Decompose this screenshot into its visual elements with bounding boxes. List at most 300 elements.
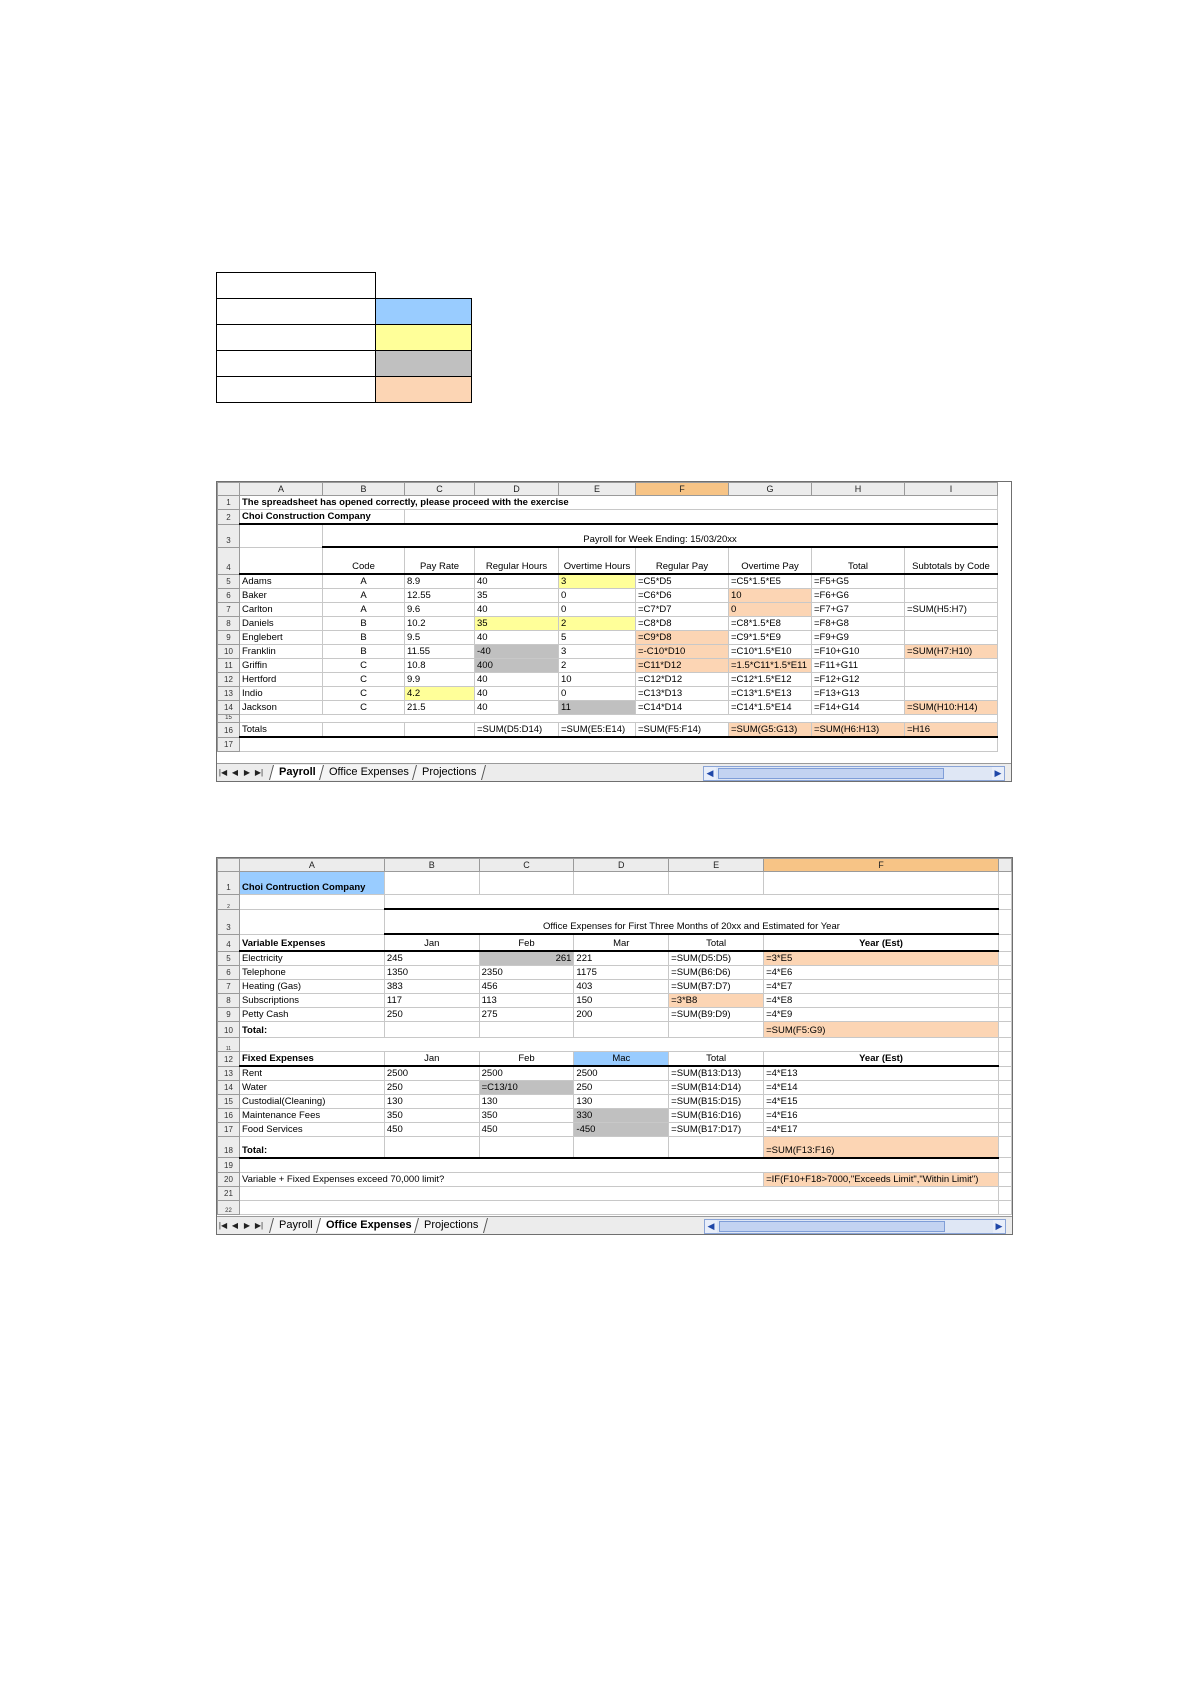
table-cell[interactable]: =H16 — [905, 723, 998, 738]
row-header[interactable]: 7 — [218, 603, 240, 617]
column-header-c[interactable]: C — [405, 483, 475, 496]
table-cell[interactable]: 35 — [475, 617, 559, 631]
tab-office-expenses[interactable]: Office Expenses — [319, 765, 419, 780]
table-cell[interactable]: 4.2 — [405, 687, 475, 701]
table-cell[interactable]: =3*E5 — [764, 951, 999, 966]
table-cell[interactable]: B — [323, 631, 405, 645]
table-cell[interactable]: A — [323, 603, 405, 617]
table-cell[interactable]: C — [323, 659, 405, 673]
row-header[interactable]: 9 — [218, 1008, 240, 1022]
table-cell[interactable]: 2500 — [574, 1066, 669, 1081]
table-cell[interactable] — [240, 524, 323, 547]
row-header[interactable]: 3 — [218, 524, 240, 547]
table-cell[interactable]: 35 — [475, 589, 559, 603]
table-cell[interactable]: 9.9 — [405, 673, 475, 687]
table-cell[interactable] — [479, 1022, 574, 1038]
table-cell[interactable]: Jackson — [240, 701, 323, 715]
header-overtime-pay[interactable]: Overtime Pay — [729, 547, 812, 574]
table-cell[interactable] — [905, 589, 998, 603]
table-cell[interactable]: -40 — [475, 645, 559, 659]
horizontal-scrollbar[interactable] — [703, 766, 1005, 781]
table-row — [218, 1066, 1012, 1081]
table-cell[interactable] — [384, 1137, 479, 1158]
table-cell[interactable]: =F5+G5 — [812, 574, 905, 589]
header-mar[interactable]: Mar — [574, 934, 669, 951]
table-cell[interactable]: 0 — [729, 603, 812, 617]
row-header[interactable]: 16 — [218, 723, 240, 738]
table-cell[interactable]: 40 — [475, 603, 559, 617]
select-all-corner[interactable] — [218, 483, 240, 496]
row-header[interactable]: 2 — [218, 510, 240, 525]
table-cell[interactable]: 117 — [384, 994, 479, 1008]
row-header[interactable]: 2 — [218, 895, 240, 910]
last-sheet-icon[interactable]: ▶| — [254, 768, 264, 777]
table-cell[interactable]: 330 — [574, 1109, 669, 1123]
table-cell[interactable]: 2 — [559, 617, 636, 631]
row-header[interactable]: 19 — [218, 1158, 240, 1173]
table-cell[interactable]: 11.55 — [405, 645, 475, 659]
table-cell[interactable]: Water — [239, 1081, 384, 1095]
table-cell[interactable]: 130 — [479, 1095, 574, 1109]
limit-formula-cell[interactable]: =IF(F10+F18>7000,"Exceeds Limit","Within Limit") — [764, 1172, 999, 1186]
table-cell[interactable]: 21.5 — [405, 701, 475, 715]
table-row — [218, 1137, 1012, 1158]
table-cell[interactable]: 40 — [475, 687, 559, 701]
select-all-corner[interactable] — [218, 859, 240, 872]
table-cell[interactable]: 250 — [574, 1081, 669, 1095]
row-header[interactable]: 14 — [218, 1081, 240, 1095]
table-cell[interactable] — [405, 723, 475, 738]
scroll-right-icon[interactable]: ▶ — [993, 1220, 1005, 1233]
table-cell[interactable]: 40 — [475, 701, 559, 715]
table-cell[interactable]: =SUM(B6:D6) — [669, 966, 764, 980]
table-cell[interactable]: =4*E8 — [764, 994, 999, 1008]
table-cell[interactable]: =C9*1.5*E9 — [729, 631, 812, 645]
cell-a1-company[interactable]: Choi Contruction Company — [239, 872, 384, 895]
table-cell[interactable]: =C10*1.5*E10 — [729, 645, 812, 659]
table-cell[interactable]: Food Services — [239, 1123, 384, 1137]
variable-expenses-heading[interactable]: Variable Expenses — [239, 934, 384, 951]
table-cell[interactable]: 9.6 — [405, 603, 475, 617]
table-cell[interactable]: =C5*1.5*E5 — [729, 574, 812, 589]
table-cell[interactable]: =SUM(B9:D9) — [669, 1008, 764, 1022]
column-header-h[interactable]: H — [812, 483, 905, 496]
table-cell[interactable] — [240, 547, 323, 574]
table-cell[interactable]: C — [323, 687, 405, 701]
table-cell[interactable]: =SUM(H10:H14) — [905, 701, 998, 715]
table-cell[interactable]: 0 — [559, 603, 636, 617]
column-header-d[interactable]: D — [574, 859, 669, 872]
table-row — [218, 510, 998, 525]
table-cell[interactable]: 450 — [479, 1123, 574, 1137]
table-cell[interactable]: 200 — [574, 1008, 669, 1022]
header-subtotals[interactable]: Subtotals by Code — [905, 547, 998, 574]
table-cell[interactable]: 0 — [559, 589, 636, 603]
table-cell[interactable]: Heating (Gas) — [239, 980, 384, 994]
row-header[interactable]: 12 — [218, 1052, 240, 1067]
table-cell[interactable]: =F11+G11 — [812, 659, 905, 673]
table-cell[interactable]: =1.5*C11*1.5*E11 — [729, 659, 812, 673]
table-cell[interactable]: =4*E15 — [764, 1095, 999, 1109]
row-header[interactable]: 10 — [218, 645, 240, 659]
table-cell[interactable] — [905, 631, 998, 645]
row-header[interactable]: 20 — [218, 1172, 240, 1186]
table-cell[interactable] — [239, 895, 384, 910]
table-cell[interactable]: 5 — [559, 631, 636, 645]
table-cell[interactable] — [239, 1158, 998, 1173]
table-cell[interactable]: 12.55 — [405, 589, 475, 603]
table-cell[interactable]: =SUM(B14:D14) — [669, 1081, 764, 1095]
table-cell[interactable]: 0 — [559, 687, 636, 701]
table-cell[interactable] — [384, 1022, 479, 1038]
table-cell[interactable]: 130 — [384, 1095, 479, 1109]
row-header[interactable]: 3 — [218, 909, 240, 934]
table-cell[interactable]: =4*E13 — [764, 1066, 999, 1081]
table-cell[interactable]: Subscriptions — [239, 994, 384, 1008]
table-cell[interactable]: Daniels — [240, 617, 323, 631]
header-feb[interactable]: Feb — [479, 1052, 574, 1067]
table-cell[interactable] — [905, 687, 998, 701]
table-cell[interactable]: 40 — [475, 673, 559, 687]
table-cell[interactable]: 10 — [729, 589, 812, 603]
table-cell[interactable]: 261 — [479, 951, 574, 966]
column-header-f[interactable]: F — [764, 859, 999, 872]
scroll-right-icon[interactable]: ▶ — [992, 767, 1004, 780]
table-cell[interactable]: =F12+G12 — [812, 673, 905, 687]
table-cell[interactable]: =SUM(D5:D14) — [475, 723, 559, 738]
table-cell[interactable]: 2500 — [384, 1066, 479, 1081]
first-sheet-icon[interactable]: |◀ — [218, 1221, 228, 1230]
table-cell[interactable]: =C14*1.5*E14 — [729, 701, 812, 715]
table-cell[interactable]: =C6*D6 — [636, 589, 729, 603]
tab-projections[interactable]: Projections — [412, 765, 486, 780]
table-cell[interactable]: =4*E6 — [764, 966, 999, 980]
table-cell[interactable] — [239, 1200, 998, 1214]
table-cell[interactable]: =C9*D8 — [636, 631, 729, 645]
table-cell[interactable]: 403 — [574, 980, 669, 994]
header-total[interactable]: Total — [669, 1052, 764, 1067]
header-year-est[interactable]: Year (Est) — [764, 934, 999, 951]
table-cell[interactable]: 1175 — [574, 966, 669, 980]
table-cell[interactable]: =F10+G10 — [812, 645, 905, 659]
horizontal-scrollbar[interactable] — [704, 1219, 1006, 1234]
table-cell[interactable]: Baker — [240, 589, 323, 603]
table-cell[interactable]: Electricity — [239, 951, 384, 966]
row-header[interactable]: 8 — [218, 994, 240, 1008]
header-total[interactable]: Total — [669, 934, 764, 951]
table-cell[interactable]: 10.2 — [405, 617, 475, 631]
table-cell[interactable]: 350 — [479, 1109, 574, 1123]
table-cell[interactable]: =C5*D5 — [636, 574, 729, 589]
row-header[interactable]: 11 — [218, 659, 240, 673]
table-cell[interactable]: =SUM(H5:H7) — [905, 603, 998, 617]
table-cell[interactable]: Telephone — [239, 966, 384, 980]
limit-label[interactable]: Variable + Fixed Expenses exceed 70,000 limit? — [239, 1172, 763, 1186]
row-header[interactable]: 16 — [218, 1109, 240, 1123]
row-header[interactable]: 6 — [218, 589, 240, 603]
row-header[interactable]: 13 — [218, 687, 240, 701]
row-header[interactable]: 12 — [218, 673, 240, 687]
column-header-f[interactable]: F — [636, 483, 729, 496]
tab-payroll[interactable]: Payroll — [269, 1218, 323, 1233]
variable-total-label[interactable]: Total: — [239, 1022, 384, 1038]
table-cell[interactable]: =C7*D7 — [636, 603, 729, 617]
row-header[interactable]: 18 — [218, 1137, 240, 1158]
last-sheet-icon[interactable]: ▶| — [254, 1221, 264, 1230]
table-cell[interactable]: 3 — [559, 645, 636, 659]
column-header-a[interactable]: A — [239, 859, 384, 872]
prev-sheet-icon[interactable]: ◀ — [231, 768, 239, 777]
table-cell[interactable]: =4*E17 — [764, 1123, 999, 1137]
scroll-left-icon[interactable]: ◀ — [704, 767, 716, 780]
table-cell[interactable]: 250 — [384, 1081, 479, 1095]
table-cell[interactable]: C — [323, 673, 405, 687]
table-cell[interactable]: Maintenance Fees — [239, 1109, 384, 1123]
table-cell[interactable]: =3*B8 — [669, 994, 764, 1008]
table-cell[interactable]: =C8*1.5*E8 — [729, 617, 812, 631]
table-cell[interactable]: Franklin — [240, 645, 323, 659]
table-cell[interactable]: 2500 — [479, 1066, 574, 1081]
table-cell[interactable]: =SUM(B17:D17) — [669, 1123, 764, 1137]
table-cell[interactable]: =F13+G13 — [812, 687, 905, 701]
table-cell[interactable]: Petty Cash — [239, 1008, 384, 1022]
row-header[interactable]: 9 — [218, 631, 240, 645]
row-header[interactable]: 4 — [218, 934, 240, 951]
tab-payroll[interactable]: Payroll — [269, 765, 326, 780]
table-cell[interactable] — [239, 909, 384, 934]
table-cell[interactable]: =SUM(B16:D16) — [669, 1109, 764, 1123]
header-mac[interactable]: Mac — [574, 1052, 669, 1067]
table-cell[interactable]: =4*E14 — [764, 1081, 999, 1095]
table-cell[interactable]: =SUM(F13:F16) — [764, 1137, 999, 1158]
fixed-total-label[interactable]: Total: — [239, 1137, 384, 1158]
fixed-expenses-heading[interactable]: Fixed Expenses — [239, 1052, 384, 1067]
table-cell[interactable]: 350 — [384, 1109, 479, 1123]
row-header[interactable]: 13 — [218, 1066, 240, 1081]
cell-a2[interactable]: Choi Construction Company — [240, 510, 405, 525]
totals-label[interactable]: Totals — [240, 723, 323, 738]
tab-office-expenses[interactable]: Office Expenses — [316, 1218, 422, 1233]
table-cell[interactable]: =SUM(B13:D13) — [669, 1066, 764, 1081]
table-cell[interactable] — [905, 659, 998, 673]
table-cell[interactable]: B — [323, 645, 405, 659]
table-cell[interactable]: =C12*D12 — [636, 673, 729, 687]
row-header[interactable]: 11 — [218, 1038, 240, 1052]
row-header[interactable]: 8 — [218, 617, 240, 631]
table-cell[interactable]: =SUM(H6:H13) — [812, 723, 905, 738]
row-header[interactable]: 21 — [218, 1186, 240, 1200]
row-header[interactable]: 10 — [218, 1022, 240, 1038]
header-code[interactable]: Code — [323, 547, 405, 574]
column-header-g[interactable]: G — [729, 483, 812, 496]
table-cell[interactable] — [669, 1137, 764, 1158]
column-header-e[interactable]: E — [669, 859, 764, 872]
table-row — [218, 723, 998, 738]
table-cell[interactable] — [574, 872, 669, 895]
table-cell[interactable]: =C13/10 — [479, 1081, 574, 1095]
row-header[interactable]: 4 — [218, 547, 240, 574]
table-cell[interactable]: =C13*1.5*E13 — [729, 687, 812, 701]
next-sheet-icon[interactable]: ▶ — [243, 768, 251, 777]
table-cell[interactable] — [905, 617, 998, 631]
table-cell[interactable]: C — [323, 701, 405, 715]
scrollbar-thumb[interactable] — [718, 768, 944, 779]
header-regular-pay[interactable]: Regular Pay — [636, 547, 729, 574]
table-cell[interactable]: =C12*1.5*E12 — [729, 673, 812, 687]
next-sheet-icon[interactable]: ▶ — [243, 1221, 251, 1230]
table-cell[interactable]: 383 — [384, 980, 479, 994]
table-cell[interactable] — [323, 723, 405, 738]
table-cell[interactable]: 40 — [475, 631, 559, 645]
table-cell[interactable]: Hertford — [240, 673, 323, 687]
table-cell[interactable] — [764, 872, 999, 895]
table-cell[interactable] — [384, 872, 479, 895]
table-cell[interactable]: 40 — [475, 574, 559, 589]
table-cell[interactable]: =4*E7 — [764, 980, 999, 994]
table-cell[interactable]: Griffin — [240, 659, 323, 673]
table-cell[interactable]: 11 — [559, 701, 636, 715]
table-cell[interactable]: =C11*D12 — [636, 659, 729, 673]
table-cell[interactable] — [669, 1022, 764, 1038]
table-cell[interactable]: 2350 — [479, 966, 574, 980]
row-header[interactable]: 22 — [218, 1200, 240, 1214]
table-cell[interactable]: A — [323, 574, 405, 589]
column-header-b[interactable]: B — [384, 859, 479, 872]
table-cell[interactable]: 150 — [574, 994, 669, 1008]
table-cell[interactable] — [405, 510, 998, 525]
scrollbar-thumb[interactable] — [719, 1221, 945, 1232]
table-cell[interactable]: 10.8 — [405, 659, 475, 673]
table-cell[interactable]: =C8*D8 — [636, 617, 729, 631]
row-header[interactable]: 17 — [218, 1123, 240, 1137]
table-cell[interactable]: 8.9 — [405, 574, 475, 589]
table-cell[interactable]: Indio — [240, 687, 323, 701]
column-header-e[interactable]: E — [559, 483, 636, 496]
table-cell[interactable] — [574, 1022, 669, 1038]
table-cell[interactable]: Rent — [239, 1066, 384, 1081]
header-year-est[interactable]: Year (Est) — [764, 1052, 999, 1067]
column-header-i[interactable]: I — [905, 483, 998, 496]
table-cell[interactable]: Adams — [240, 574, 323, 589]
header-pay-rate[interactable]: Pay Rate — [405, 547, 475, 574]
table-cell[interactable]: =SUM(B7:D7) — [669, 980, 764, 994]
table-cell[interactable]: =F14+G14 — [812, 701, 905, 715]
table-cell[interactable]: =SUM(D5:D5) — [669, 951, 764, 966]
table-cell[interactable]: Englebert — [240, 631, 323, 645]
header-regular-hours[interactable]: Regular Hours — [475, 547, 559, 574]
table-cell[interactable]: B — [323, 617, 405, 631]
table-cell[interactable]: =4*E9 — [764, 1008, 999, 1022]
table-cell[interactable]: =C14*D14 — [636, 701, 729, 715]
table-cell[interactable] — [905, 673, 998, 687]
table-cell[interactable]: 450 — [384, 1123, 479, 1137]
table-cell[interactable]: 113 — [479, 994, 574, 1008]
table-cell[interactable] — [669, 872, 764, 895]
table-cell[interactable]: A — [323, 589, 405, 603]
table-cell[interactable]: 221 — [574, 951, 669, 966]
table-cell[interactable]: 130 — [574, 1095, 669, 1109]
row-header[interactable]: 15 — [218, 715, 240, 723]
row-header[interactable]: 17 — [218, 737, 240, 752]
table-cell[interactable] — [240, 737, 998, 752]
table-cell[interactable]: =SUM(B15:D15) — [669, 1095, 764, 1109]
table-cell[interactable]: Custodial(Cleaning) — [239, 1095, 384, 1109]
table-cell[interactable] — [239, 1038, 998, 1052]
table-cell[interactable] — [479, 1137, 574, 1158]
cell-a1[interactable]: The spreadsheet has opened correctly, please proceed with the exercise — [240, 496, 998, 510]
table-cell[interactable]: =C13*D13 — [636, 687, 729, 701]
table-cell[interactable]: 456 — [479, 980, 574, 994]
table-cell[interactable]: 10 — [559, 673, 636, 687]
row-header[interactable]: 5 — [218, 951, 240, 966]
table-cell[interactable]: =4*E16 — [764, 1109, 999, 1123]
table-cell[interactable]: =F9+G9 — [812, 631, 905, 645]
cell-b3[interactable]: Payroll for Week Ending: 15/03/20xx — [323, 524, 998, 547]
table-cell[interactable]: 275 — [479, 1008, 574, 1022]
table-cell[interactable]: 245 — [384, 951, 479, 966]
table-cell[interactable]: =SUM(F5:F14) — [636, 723, 729, 738]
table-cell[interactable]: 400 — [475, 659, 559, 673]
table-cell[interactable]: =SUM(H7:H10) — [905, 645, 998, 659]
table-cell[interactable] — [240, 715, 998, 723]
table-cell[interactable]: 250 — [384, 1008, 479, 1022]
row-header[interactable]: 1 — [218, 872, 240, 895]
table-row — [218, 496, 998, 510]
row-header[interactable]: 14 — [218, 701, 240, 715]
table-cell[interactable] — [574, 1137, 669, 1158]
sheet-tab-bar — [217, 1216, 1012, 1234]
row-header[interactable]: 7 — [218, 980, 240, 994]
column-header-a[interactable]: A — [240, 483, 323, 496]
first-sheet-icon[interactable]: |◀ — [218, 768, 228, 777]
header-feb[interactable]: Feb — [479, 934, 574, 951]
table-cell[interactable]: =F6+G6 — [812, 589, 905, 603]
column-header-c[interactable]: C — [479, 859, 574, 872]
table-cell[interactable]: Carlton — [240, 603, 323, 617]
scroll-left-icon[interactable]: ◀ — [705, 1220, 717, 1233]
header-total[interactable]: Total — [812, 547, 905, 574]
table-cell[interactable]: =F7+G7 — [812, 603, 905, 617]
table-cell[interactable]: =SUM(F5:G9) — [764, 1022, 999, 1038]
row-header[interactable]: 15 — [218, 1095, 240, 1109]
header-jan[interactable]: Jan — [384, 1052, 479, 1067]
header-jan[interactable]: Jan — [384, 934, 479, 951]
column-header-d[interactable]: D — [475, 483, 559, 496]
tab-projections[interactable]: Projections — [414, 1218, 488, 1233]
table-cell[interactable] — [384, 895, 998, 910]
table-cell[interactable]: =F8+G8 — [812, 617, 905, 631]
table-cell[interactable]: =SUM(G5:G13) — [729, 723, 812, 738]
row-header[interactable]: 5 — [218, 574, 240, 589]
column-header-b[interactable]: B — [323, 483, 405, 496]
office-expenses-title[interactable]: Office Expenses for First Three Months of 20xx and Estimated for Year — [384, 909, 998, 934]
row-header[interactable]: 1 — [218, 496, 240, 510]
table-cell[interactable] — [239, 1186, 998, 1200]
table-cell[interactable]: 1350 — [384, 966, 479, 980]
table-row — [218, 951, 1012, 966]
table-cell[interactable] — [905, 574, 998, 589]
table-cell[interactable]: -450 — [574, 1123, 669, 1137]
header-overtime-hours[interactable]: Overtime Hours — [559, 547, 636, 574]
table-cell[interactable]: 3 — [559, 574, 636, 589]
table-cell[interactable] — [479, 872, 574, 895]
row-header[interactable]: 6 — [218, 966, 240, 980]
table-cell[interactable]: 2 — [559, 659, 636, 673]
table-cell[interactable]: 9.5 — [405, 631, 475, 645]
table-cell[interactable]: =-C10*D10 — [636, 645, 729, 659]
table-cell[interactable]: =SUM(E5:E14) — [559, 723, 636, 738]
prev-sheet-icon[interactable]: ◀ — [231, 1221, 239, 1230]
